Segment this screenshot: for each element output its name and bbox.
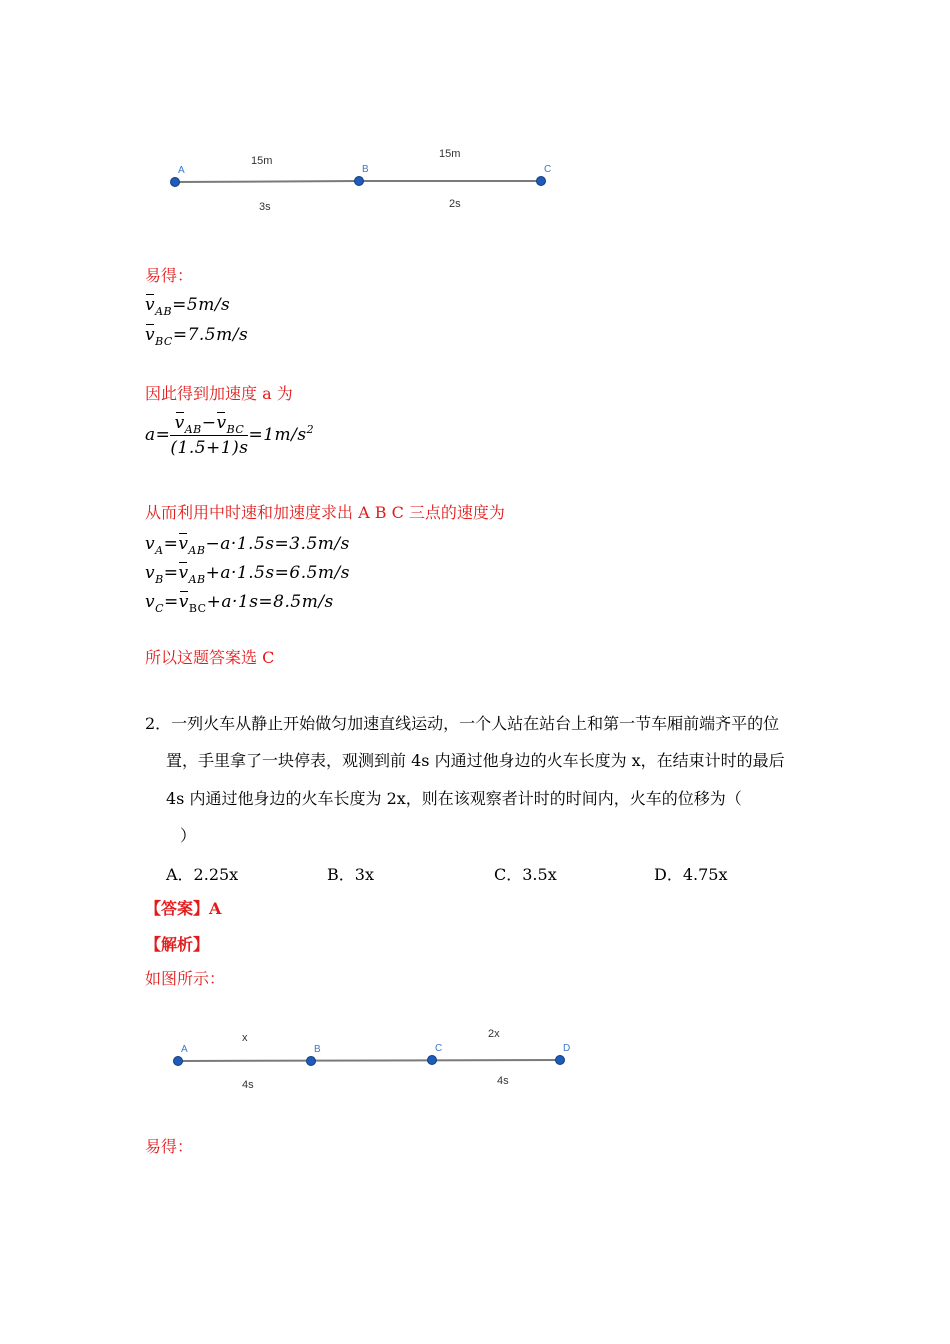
point-d xyxy=(556,1056,565,1065)
analysis-label: 【解析】 xyxy=(145,935,210,954)
equals: = xyxy=(164,592,179,612)
top-label-ab: 15m xyxy=(251,155,273,167)
question2-line3: 4s 内通过他身边的火车长度为 2x，则在该观察者计时的时间内，火车的位移为（ xyxy=(166,789,742,808)
vbar-symbol: v xyxy=(216,413,227,433)
minus-sign: − xyxy=(201,413,217,433)
sub-a: A xyxy=(155,544,164,557)
label-b: B xyxy=(314,1044,321,1055)
label-c: C xyxy=(544,164,552,175)
equation-vab xyxy=(145,295,231,318)
accel-lhs: a= xyxy=(145,425,171,445)
equals: = xyxy=(163,563,179,583)
label-a: A xyxy=(181,1044,188,1055)
equation-accel xyxy=(145,413,314,458)
v-symbol: v xyxy=(145,534,156,554)
top-label-bc: 15m xyxy=(439,148,461,160)
bottom-label-ab: 4s xyxy=(242,1079,254,1091)
bottom-label-ab: 3s xyxy=(259,201,271,213)
segment-ad xyxy=(178,1060,560,1061)
sub-ab: AB xyxy=(184,423,202,436)
equation-vb xyxy=(145,563,350,586)
vbar-symbol: v xyxy=(145,295,156,315)
sub-b: B xyxy=(155,573,164,586)
top-label-cd: 2x xyxy=(488,1028,500,1040)
diagram-abc xyxy=(150,135,570,225)
easy-text-2: 易得： xyxy=(145,1137,194,1156)
vb-rest: +a·1.5s=6.5m/s xyxy=(205,563,350,583)
option-b: B．3x xyxy=(327,865,374,884)
bottom-label-bc: 2s xyxy=(449,198,461,210)
equation-vbc xyxy=(145,325,249,348)
equation-va xyxy=(145,534,350,557)
option-a: A．2.25x xyxy=(166,865,239,884)
label-b: B xyxy=(362,164,369,175)
point-b xyxy=(307,1057,316,1066)
conclusion: 所以这题答案选 C xyxy=(145,648,275,667)
sub-bc: BC xyxy=(155,335,173,348)
diagram-abcd xyxy=(150,1020,590,1100)
fraction-denominator: (1.5+1)s xyxy=(170,438,249,458)
equals: = xyxy=(163,534,179,554)
point-c xyxy=(537,177,546,186)
easy-text-1: 易得： xyxy=(145,266,194,285)
question2-line4: ） xyxy=(180,826,197,845)
option-d: D．4.75x xyxy=(654,865,728,884)
vc-rest: +a·1s=8.5m/s xyxy=(206,592,334,612)
vbar-symbol: v xyxy=(178,563,189,583)
point-c xyxy=(428,1056,437,1065)
sub-ab: AB xyxy=(188,544,206,557)
vbar-symbol: v xyxy=(145,325,156,345)
vbc-value: =7.5m/s xyxy=(172,325,249,345)
sub-ab: AB xyxy=(188,573,206,586)
v-symbol: v xyxy=(145,592,156,612)
sub-bc: BC xyxy=(188,602,207,615)
va-rest: −a·1.5s=3.5m/s xyxy=(205,534,350,554)
v-symbol: v xyxy=(145,563,156,583)
sub-c: C xyxy=(155,602,165,615)
point-a xyxy=(174,1057,183,1066)
label-d: D xyxy=(563,1043,571,1054)
label-a: A xyxy=(178,165,185,176)
as-shown-text: 如图所示： xyxy=(145,969,226,988)
label-c: C xyxy=(435,1043,443,1054)
accel-rhs: =1m/s xyxy=(248,425,307,445)
option-c: C．3.5x xyxy=(494,865,557,884)
point-b xyxy=(355,177,364,186)
point-a xyxy=(171,178,180,187)
bottom-label-cd: 4s xyxy=(497,1075,509,1087)
accel-fraction xyxy=(170,413,248,458)
vbar-symbol: v xyxy=(178,534,189,554)
accel-intro: 因此得到加速度 a 为 xyxy=(145,384,293,403)
sub-bc: BC xyxy=(226,423,245,436)
vab-value: =5m/s xyxy=(172,295,231,315)
fraction-numerator xyxy=(170,413,248,436)
equation-vc xyxy=(145,592,334,615)
segment-ab xyxy=(175,181,359,182)
sub-ab: AB xyxy=(155,305,173,318)
vbar-symbol: v xyxy=(178,592,189,612)
question2-line1: 2．一列火车从静止开始做匀加速直线运动，一个人站在站台上和第一节车厢前端齐平的位 xyxy=(145,714,780,733)
speeds-intro: 从而利用中时速和加速度求出 A B C 三点的速度为 xyxy=(145,503,505,522)
answer-label: 【答案】A xyxy=(145,899,222,918)
top-label-ab: x xyxy=(242,1032,248,1044)
question2-line2: 置，手里拿了一块停表，观测到前 4s 内通过他身边的火车长度为 x，在结束计时的最后 xyxy=(166,751,785,770)
vbar-symbol: v xyxy=(174,413,185,433)
sup-2: 2 xyxy=(306,423,315,436)
